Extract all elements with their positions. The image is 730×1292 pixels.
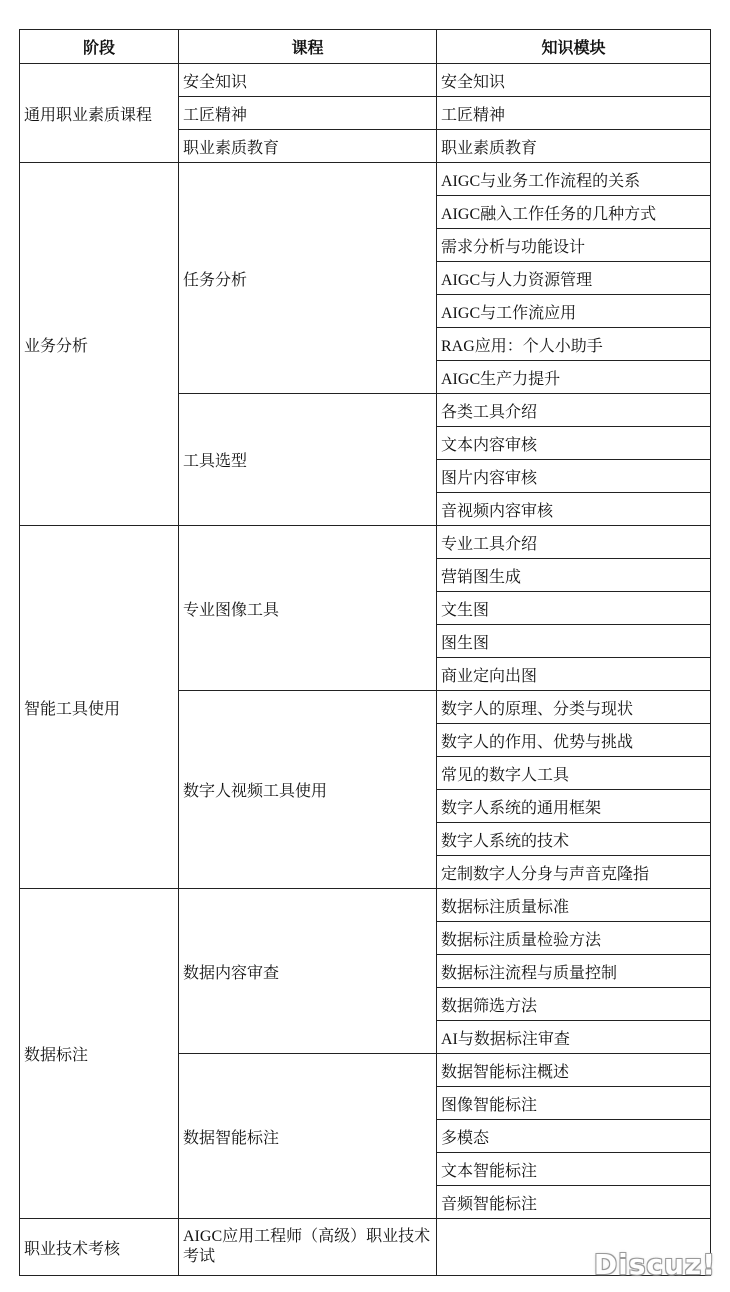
module-cell: 数字人的原理、分类与现状 xyxy=(437,691,711,724)
module-cell: AI与数据标注审查 xyxy=(437,1021,711,1054)
module-cell: 数据筛选方法 xyxy=(437,988,711,1021)
module-cell: 音频智能标注 xyxy=(437,1186,711,1219)
table-row xyxy=(20,64,711,97)
course-cell: 工匠精神 xyxy=(179,97,437,130)
module-cell: AIGC与工作流应用 xyxy=(437,295,711,328)
module-cell: 数据标注质量标准 xyxy=(437,889,711,922)
module-cell: 图片内容审核 xyxy=(437,460,711,493)
module-cell: 数据标注流程与质量控制 xyxy=(437,955,711,988)
curriculum-table xyxy=(19,29,711,1276)
module-cell: 工匠精神 xyxy=(437,97,711,130)
stage-cell: 数据标注 xyxy=(20,889,179,1219)
course-cell: AIGC应用工程师（高级）职业技术考试 xyxy=(179,1219,437,1276)
discuz-watermark: Discuz! xyxy=(593,1248,716,1281)
course-cell: 数据内容审查 xyxy=(179,889,437,1054)
course-cell: 安全知识 xyxy=(179,64,437,97)
course-cell: 数字人视频工具使用 xyxy=(179,691,437,889)
module-cell: 数字人系统的通用框架 xyxy=(437,790,711,823)
table-row xyxy=(20,526,711,559)
module-cell: 数据智能标注概述 xyxy=(437,1054,711,1087)
module-cell: 定制数字人分身与声音克隆指 xyxy=(437,856,711,889)
module-cell: 常见的数字人工具 xyxy=(437,757,711,790)
module-cell: AIGC与业务工作流程的关系 xyxy=(437,163,711,196)
table-row xyxy=(20,163,711,196)
module-cell: 需求分析与功能设计 xyxy=(437,229,711,262)
course-cell: 职业素质教育 xyxy=(179,130,437,163)
module-cell: 营销图生成 xyxy=(437,559,711,592)
header-row xyxy=(20,30,711,64)
module-cell: AIGC生产力提升 xyxy=(437,361,711,394)
module-cell: 商业定向出图 xyxy=(437,658,711,691)
module-cell: AIGC与人力资源管理 xyxy=(437,262,711,295)
module-cell: 图像智能标注 xyxy=(437,1087,711,1120)
course-cell: 专业图像工具 xyxy=(179,526,437,691)
module-cell: 数字人的作用、优势与挑战 xyxy=(437,724,711,757)
table-row xyxy=(20,889,711,922)
module-cell: AIGC融入工作任务的几种方式 xyxy=(437,196,711,229)
module-cell: 职业素质教育 xyxy=(437,130,711,163)
stage-cell: 职业技术考核 xyxy=(20,1219,179,1276)
course-cell: 任务分析 xyxy=(179,163,437,394)
module-cell: RAG应用：个人小助手 xyxy=(437,328,711,361)
course-cell: 工具选型 xyxy=(179,394,437,526)
module-cell: 数据标注质量检验方法 xyxy=(437,922,711,955)
module-cell: 专业工具介绍 xyxy=(437,526,711,559)
stage-cell: 通用职业素质课程 xyxy=(20,64,179,163)
module-cell: 数字人系统的技术 xyxy=(437,823,711,856)
stage-cell: 业务分析 xyxy=(20,163,179,526)
header-stage: 阶段 xyxy=(20,30,179,64)
module-cell: 文本内容审核 xyxy=(437,427,711,460)
header-module: 知识模块 xyxy=(437,30,711,64)
module-cell: 安全知识 xyxy=(437,64,711,97)
module-cell: 图生图 xyxy=(437,625,711,658)
module-cell: 多模态 xyxy=(437,1120,711,1153)
course-cell: 数据智能标注 xyxy=(179,1054,437,1219)
module-cell: 文生图 xyxy=(437,592,711,625)
header-course: 课程 xyxy=(179,30,437,64)
module-cell: 文本智能标注 xyxy=(437,1153,711,1186)
module-cell: 音视频内容审核 xyxy=(437,493,711,526)
stage-cell: 智能工具使用 xyxy=(20,526,179,889)
module-cell: 各类工具介绍 xyxy=(437,394,711,427)
